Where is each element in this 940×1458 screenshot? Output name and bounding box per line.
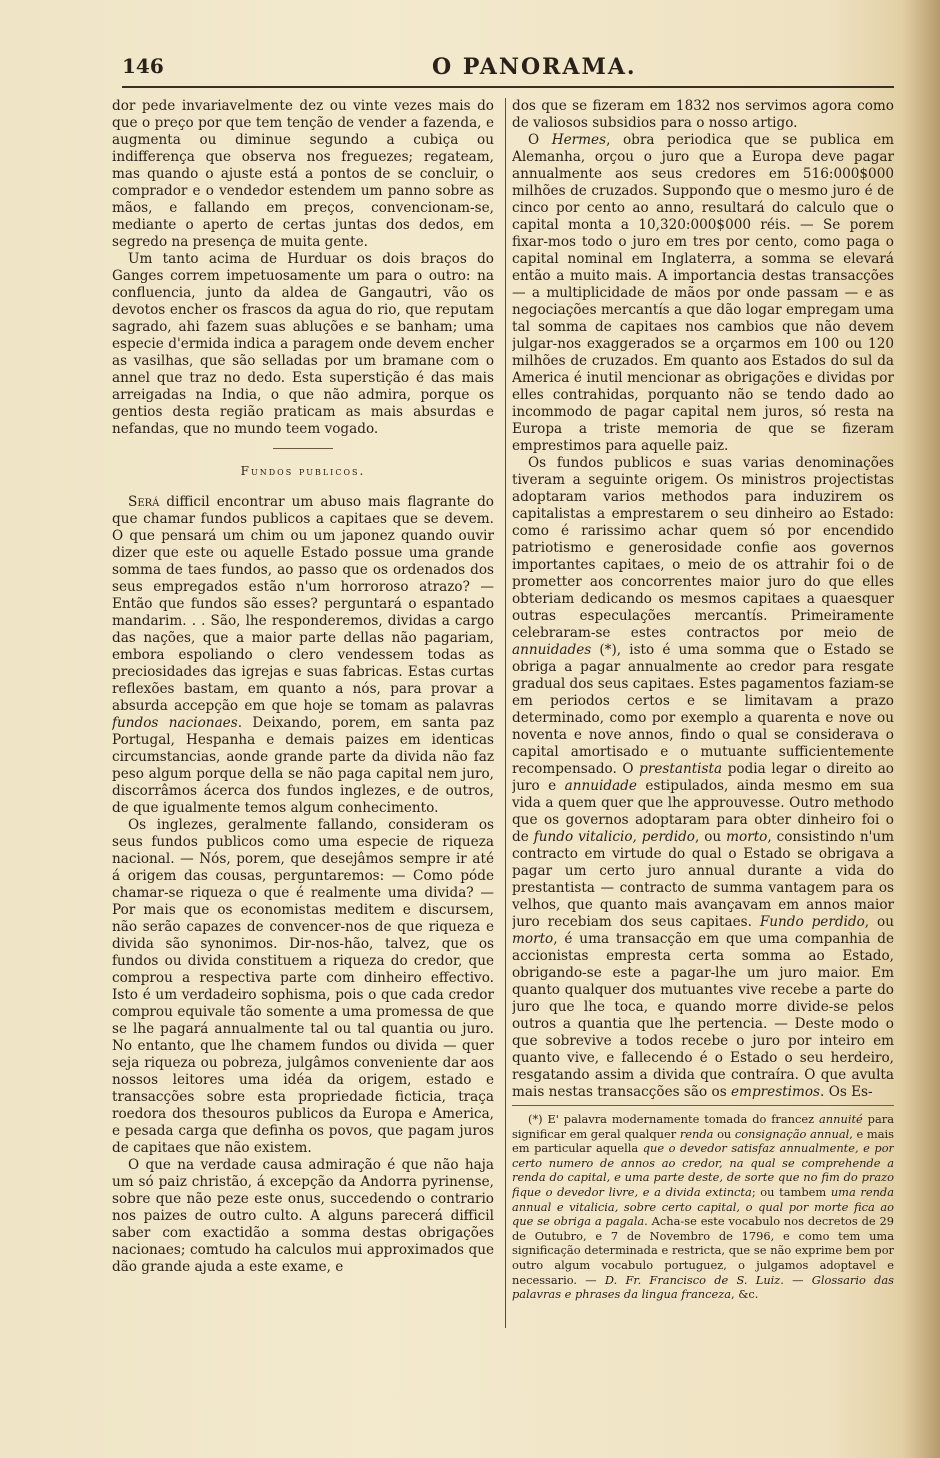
text-run: , ou [864, 914, 894, 930]
emphasis: annuidades [512, 642, 592, 658]
paragraph: Um tanto acima de Hurduar os dois braços do Ganges correm impetuosamente um para o outro: na confluencia, junto da aldea de Gangautri, vão os devotos encher os frascos da agua do rio, que reputam sagrado, ahi fazem suas abluções e se banham; uma especie d'ermida indica a paragem onde devem encher as vasilhas, que são selladas por um bramane com o annel que traz no dedo. Esta superstição é das mais arreigadas na India, o que não admira, porque os gentios desta região praticam as mais absurdas e nefandas, que no mundo teem vogado. [112, 251, 494, 437]
emphasis: fundo vitalicio, perdido [533, 829, 695, 845]
text-run: (*) E' palavra modernamente tomada do francez [528, 1112, 820, 1126]
journal-title: O PANORAMA. [432, 54, 637, 80]
paragraph: dos que se fizeram em 1832 nos servimos agora como de valiosos subsidios para o nosso artigo. [512, 98, 894, 131]
text-run: , &c. [731, 1287, 759, 1302]
emphasis: emprestimos [731, 1084, 821, 1100]
emphasis: Hermes [551, 132, 607, 148]
text-run: , e mais em particular aquella [512, 1126, 894, 1156]
left-column [112, 98, 494, 1338]
section-divider [273, 448, 333, 449]
text-run: ; ou tambem [751, 1184, 831, 1199]
text-run: difficil encontrar um abuso mais flagrante do que chamar fundos publicos a capitaes que se devem. O que pensará um chim ou um japonez quando ouvir dizer que este ou aquelle Estado possue uma grande somma de taes fundos, ao passo que os ordenados dos seus empregados estão n'um horroroso atrazo? — Então que fundos são esses? perguntará o espantado mandarim. . . São, lhe responderemos, dividas a cargo das nações, que a maior parte dellas não pagariam, embora espoliando o clero vendessem todas as preciosidades das igrejas e suas fabricas. Estas curtas reflexões bastam, em quanto a nós, para provar a absurda accepção em que hoje se tomam as palavras [112, 494, 494, 714]
right-column [512, 98, 894, 1338]
paragraph [512, 132, 894, 455]
emphasis: fundos nacionaes [112, 715, 238, 731]
text-run: para significar em geral qualquer [512, 1112, 894, 1141]
text-run: , ou [694, 829, 727, 845]
text-run: (*), isto é uma somma que o Estado se obriga a pagar annualmente ao credor para resgate gradual dos seus capitaes. Estes pagamentos faziam-se em periodos certos e se limitavam a prazo determinado, como por exemplo a quarenta e nove ou noventa e nove annos, findo o qual se considerava o capital amortisado e o mutuante sufficientemente recompensado. O [512, 642, 894, 777]
lead-word: Será [128, 494, 160, 510]
footnote-rule [512, 1105, 894, 1106]
text-run: O [528, 132, 552, 148]
text-run: , obra periodica que se publica em Alemanha, orçou o juro que a Europa deve pagar annualmente aos seus credores em 516:000$000 milhões de cruzados. Supponđo que o mesmo juro é de cinco por cento ao anno, resultará do calculo que o capital monta a 10,320:000$000 réis. — Se porem fixar-mos todo o juro em tres por cento, como paga o capital nominal em Inglaterra, a somma se elevará então a muito mais. A importancia destas transacções — a multiplicidade de mãos por onde passam — e as negociações mercantís a que dão logar empregam uma tal somma de capitaes nos cambios que não devem julgar-nos exaggerados se a orçarmos em 100 ou 120 milhões de cruzados. Em quanto aos Estados do sul da America é inutil mencionar as obrigações e dividas por elles contrahidas, porquanto não se tendo dado ao incommodo de pagar capital nem juros, só resta na Europa a triste memoria de que se fizeram emprestimos para aquelle paiz. [512, 132, 894, 454]
paragraph: dor pede invariavelmente dez ou vinte vezes mais do que o preço por que tem tenção de vender a fazenda, e augmenta ou diminue segundo a cubiça ou indifferença que observa nos freguezes; regateam, mas quando o ajuste está a pontos de se concluir, o comprador e o vendedor estendem um panno sobre as mãos, e fallando em preços, convencionam-se, mediante o aperto de certas juntas dos dedos, em segredo na presença de muita gente. [112, 98, 494, 250]
paragraph [112, 494, 494, 817]
footnote [512, 1112, 894, 1302]
emphasis: prestantista [639, 761, 723, 777]
emphasis: morto [726, 829, 768, 845]
emphasis: renda [679, 1126, 714, 1141]
text-run: , consistindo n'um contracto em virtude do qual o Estado se obrigava a pagar um certo juro annual durante a vida do prestantista — contracto de summa vantagem para os velhos, que quanto mais avançavam em annos maior juro recebiam dos seus capitaes. [512, 829, 894, 930]
text-run: ou [713, 1126, 735, 1141]
text-run: Os fundos publicos e suas varias denominações tiveram a seguinte origem. Os ministros projectistas adoptaram varios methodos para induzirem os capitalistas a emprestarem o seu dinheiro ao Estado: como é rarissimo achar quem só por encendido patriotismo e generosidade confie aos governos importantes capitaes, o meio de os attrahir foi o de prometter aos concorrentes maior juro do que elles obteriam dedicando os mesmos capitaes a quaesquer outras especulações mercantís. Primeiramente celebraram-se estes contractos por meio de [512, 455, 894, 641]
section-title: Fundos publicos. [240, 464, 366, 478]
text-run: . Os Es- [820, 1084, 873, 1100]
emphasis: annuité [819, 1112, 863, 1126]
text-run: . Deixando, porem, em santa paz Portugal, Hespanha e demais paizes em identicas circumstancias, aonde grande parte da divida não faz peso algum porque della se não paga capital nem juro, discorrâmos ácerca dos fundos inglezes, e de outros, de que igualmente temos algum conhecimento. [112, 715, 494, 816]
emphasis: annuidade [564, 778, 637, 794]
emphasis: D. Fr. Francisco de S. Luiz. — Glossario das palavras e phrases da lingua franceza [512, 1272, 894, 1302]
text-run: . Acha-se este vocabulo nos decretos de 29 de Outubro, e 7 de Novembro de 1796, e como tem uma significação determinada e restricta, que se não exprime bem por outro algum vocabulo portuguez, o julgamos adoptavel e necessario. — [512, 1214, 894, 1287]
text-run: estipulados, ainda mesmo em sua vida a quem quer que lhe approuvesse. Outro methodo que os governos adoptaram para obter dinheiro foi o de [512, 778, 894, 845]
emphasis: consignação annual [734, 1126, 850, 1141]
emphasis: que o devedor satisfaz annualmente, e por certo numero de annos ao credor, na qual se comprehende a renda do capital, e uma parte deste, de sorte que no fim do prazo fique o devedor livre, e a divida extincta [512, 1141, 894, 1199]
page-number: 146 [122, 54, 164, 78]
emphasis: Fundo perdido [759, 914, 865, 930]
emphasis: morto [512, 931, 554, 947]
header-rule [122, 86, 894, 88]
text-run: , é uma transacção em que uma companhia de accionistas empresta certa somma ao Estado, obrigando-se este a pagar-lhe um juro maior. Em quanto qualquer dos mutuantes vive recebe a parte do juro que lhe toca, e quando morre divide-se pelos outros a quantia que lhe pertencia. — Deste modo o que sobrevive a todos recebe o juro por inteiro em quanto vive, e fallecendo é o Estado o seu herdeiro, resgatando assim a divida que contraíra. O que avulta mais nestas transacções são os [512, 931, 894, 1100]
text-run: podia legar o direito ao juro e [512, 761, 894, 794]
column-divider [505, 98, 506, 1328]
page-header [122, 54, 882, 82]
paragraph [512, 455, 894, 1101]
emphasis: uma renda annual e vitalicia, sobre certo capital, o qual por morte fica ao que se obriga a pagala [512, 1184, 894, 1229]
paragraph: Os inglezes, geralmente fallando, consideram os seus fundos publicos como uma especie de riqueza nacional. — Nós, porem, que desejâmos sempre ir até á origem das cousas, perguntaremos: — Como póde chamar-se riqueza o que é realmente uma divida? — Por mais que os economistas meditem e discursem, não serão capazes de convencer-nos de que riqueza e divida são synonimos. Dir-nos-hão, talvez, que os fundos ou divida constituem a riqueza do credor, que comprou a respectiva parte com dinheiro effectivo. Isto é um verdadeiro sophisma, pois o que cada credor comprou equivale tão somente a uma promessa de que se lhe pagará annualmente tal ou tal quantia ou juro. No entanto, que lhe chamem fundos ou divida — quer seja riqueza ou pobreza, julgâmos conveniente dar aos nossos leitores uma idéa da origem, estado e transacções sobre esta propriedade ficticia, traça roedora dos thesouros publicos da Europa e America, e pesada carga que definha os povos, que pagam juros de capitaes que não existem. [112, 817, 494, 1156]
paragraph: O que na verdade causa admiração é que não haja um só paiz christão, á excepção da Andorra pyrinense, sobre que não peze este onus, succedendo o contrario nos paizes de outro culto. A alguns parecerá difficil saber com exactidão a somma destas obrigações nacionaes; comtudo ha calculos mui approximados que dão grande ajuda a este exame, e [112, 1157, 494, 1275]
